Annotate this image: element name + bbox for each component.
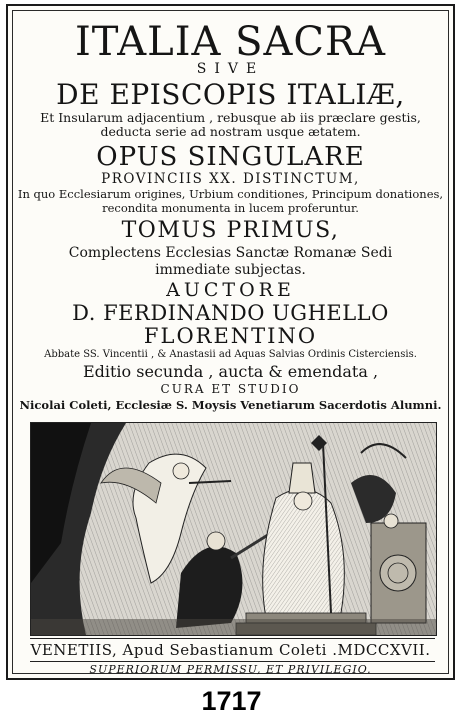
- edition-line: Editio secunda , aucta & emendata ,: [82, 362, 379, 381]
- privilege-line: SUPERIORUM PERMISSU, ET PRIVILEGIO.: [89, 663, 372, 676]
- author-origin: FLORENTINO: [143, 324, 318, 348]
- volume-heading: TOMUS PRIMUS,: [121, 218, 340, 243]
- content-line-2: recondita monumenta in lucem proferuntur.: [102, 201, 359, 215]
- title-page: [6, 4, 455, 680]
- complectens-line-2: immediate subjectas.: [155, 262, 306, 278]
- complectens-line-1: Complectens Ecclesias Sanctæ Romanæ Sedi: [68, 245, 393, 261]
- abbot-line: Abbate SS. Vincentii , & Anastasii ad Aquas Salvias Ordinis Cisterciensis.: [44, 349, 417, 360]
- cura-line: CURA ET STUDIO: [160, 382, 301, 396]
- editor-line: Nicolai Coleti, Ecclesiæ S. Moysis Venetiarum Sacerdotis Alumni.: [19, 398, 442, 412]
- year-caption: 1717: [201, 686, 262, 716]
- description-line-2: deducta serie ad nostram usque ætatem.: [100, 124, 361, 139]
- imprint-rule-bottom: [30, 661, 435, 662]
- description-line-1: Et Insularum adjacentium , rebusque ab iis præclare gestis,: [40, 110, 421, 125]
- content-line-1: In quo Ecclesiarum origines, Urbium conditiones, Principum donationes,: [17, 187, 444, 201]
- engraving-illustration: [30, 422, 437, 636]
- book-subtitle: DE EPISCOPIS ITALIÆ,: [56, 78, 405, 111]
- opus-heading: OPUS SINGULARE: [96, 142, 365, 172]
- imprint-line: VENETIIS, Apud Sebastianum Coleti .MDCCXVII.: [30, 641, 431, 659]
- sive-line: SIVE: [196, 61, 265, 77]
- imprint-rule-top: [30, 638, 435, 639]
- auctore-heading: AUCTORE: [166, 279, 295, 301]
- author-name: D. FERDINANDO UGHELLO: [72, 301, 389, 325]
- book-title: ITALIA SACRA: [74, 19, 387, 65]
- engraving-art: [31, 423, 436, 635]
- provinciis-line: PROVINCIIS XX. DISTINCTUM,: [101, 171, 360, 187]
